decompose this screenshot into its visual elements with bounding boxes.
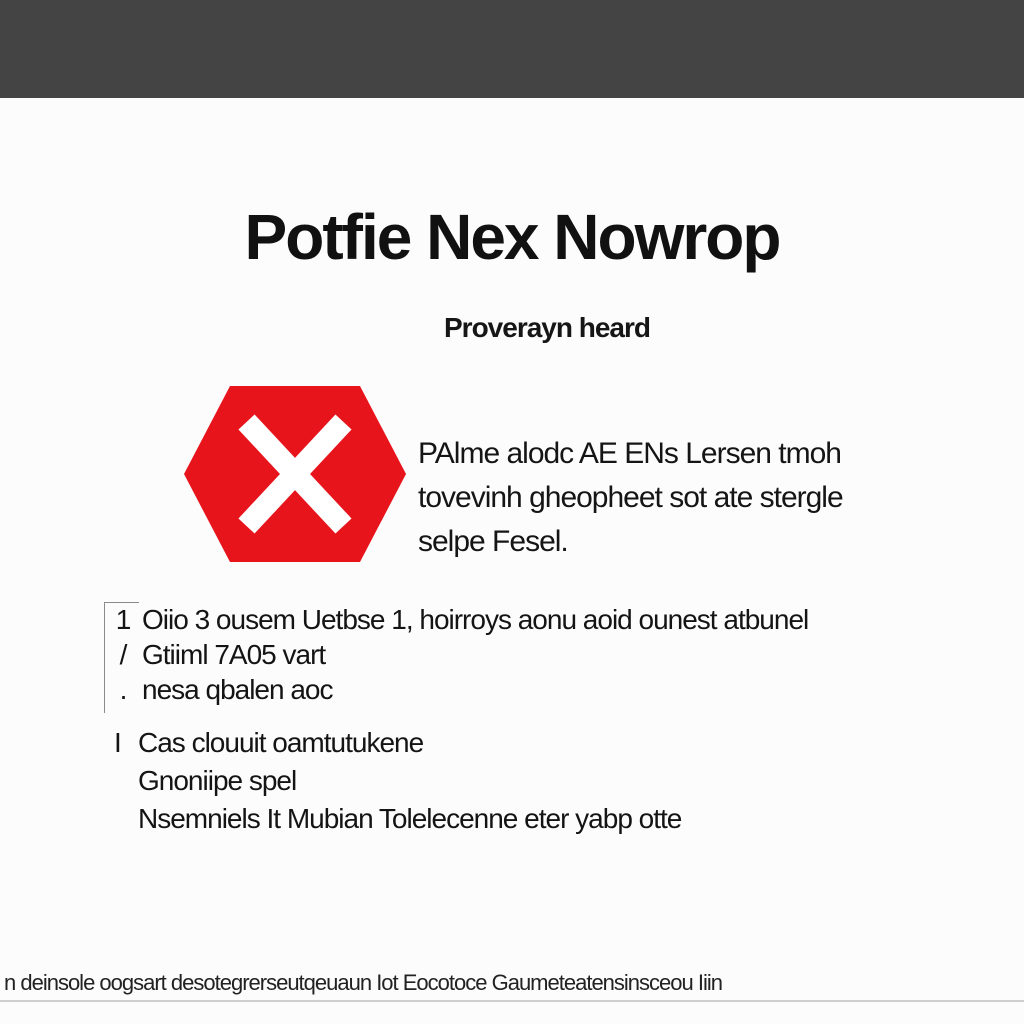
note-text: Oiio 3 ousem Uetbse 1, hoirroys aonu aoid ounest atbunel — [142, 604, 809, 635]
window-title-bar — [0, 0, 1024, 98]
note-marker: . — [119, 674, 127, 705]
note-block — [104, 602, 964, 707]
note-marker: 1 — [115, 604, 131, 635]
note-list-text: Nsemniels It Mubian Tolelecenne eter yabp otte — [138, 803, 682, 834]
note-text: Gtiiml 7A05 vart — [142, 639, 326, 670]
note-row — [104, 602, 964, 637]
note-list-item — [114, 724, 994, 762]
note-list — [114, 724, 994, 838]
note-list-text: Cas clouuit oamtutukene — [138, 727, 424, 758]
note-marker: / — [119, 639, 127, 670]
hexagon-x-icon — [184, 386, 406, 562]
error-message-line: PAlme alodc AE ENs Lersen tmoh — [418, 437, 841, 470]
note-list-marker: I — [114, 727, 121, 758]
error-message — [418, 432, 938, 564]
error-message-line: selpe Fesel. — [418, 525, 568, 558]
note-list-item — [114, 800, 994, 838]
note-list-item — [114, 762, 994, 800]
note-list-text: Gnoniipe spel — [138, 765, 297, 796]
error-message-line: tovevinh gheopheet sot ate stergle — [418, 481, 843, 514]
page-subtitle: Proverayn heard — [444, 312, 650, 343]
footer-divider — [0, 1000, 1024, 1002]
note-text: nesa qbalen aoc — [142, 674, 333, 705]
page-title: Potfie Nex Nowrop — [244, 201, 780, 273]
footer-text: n deinsole oogsart desotegrerseutqeuaun Iot Eocotoce Gaumeteatensinsceou Iiin — [4, 970, 722, 995]
note-row — [104, 637, 964, 672]
note-row — [104, 672, 964, 707]
